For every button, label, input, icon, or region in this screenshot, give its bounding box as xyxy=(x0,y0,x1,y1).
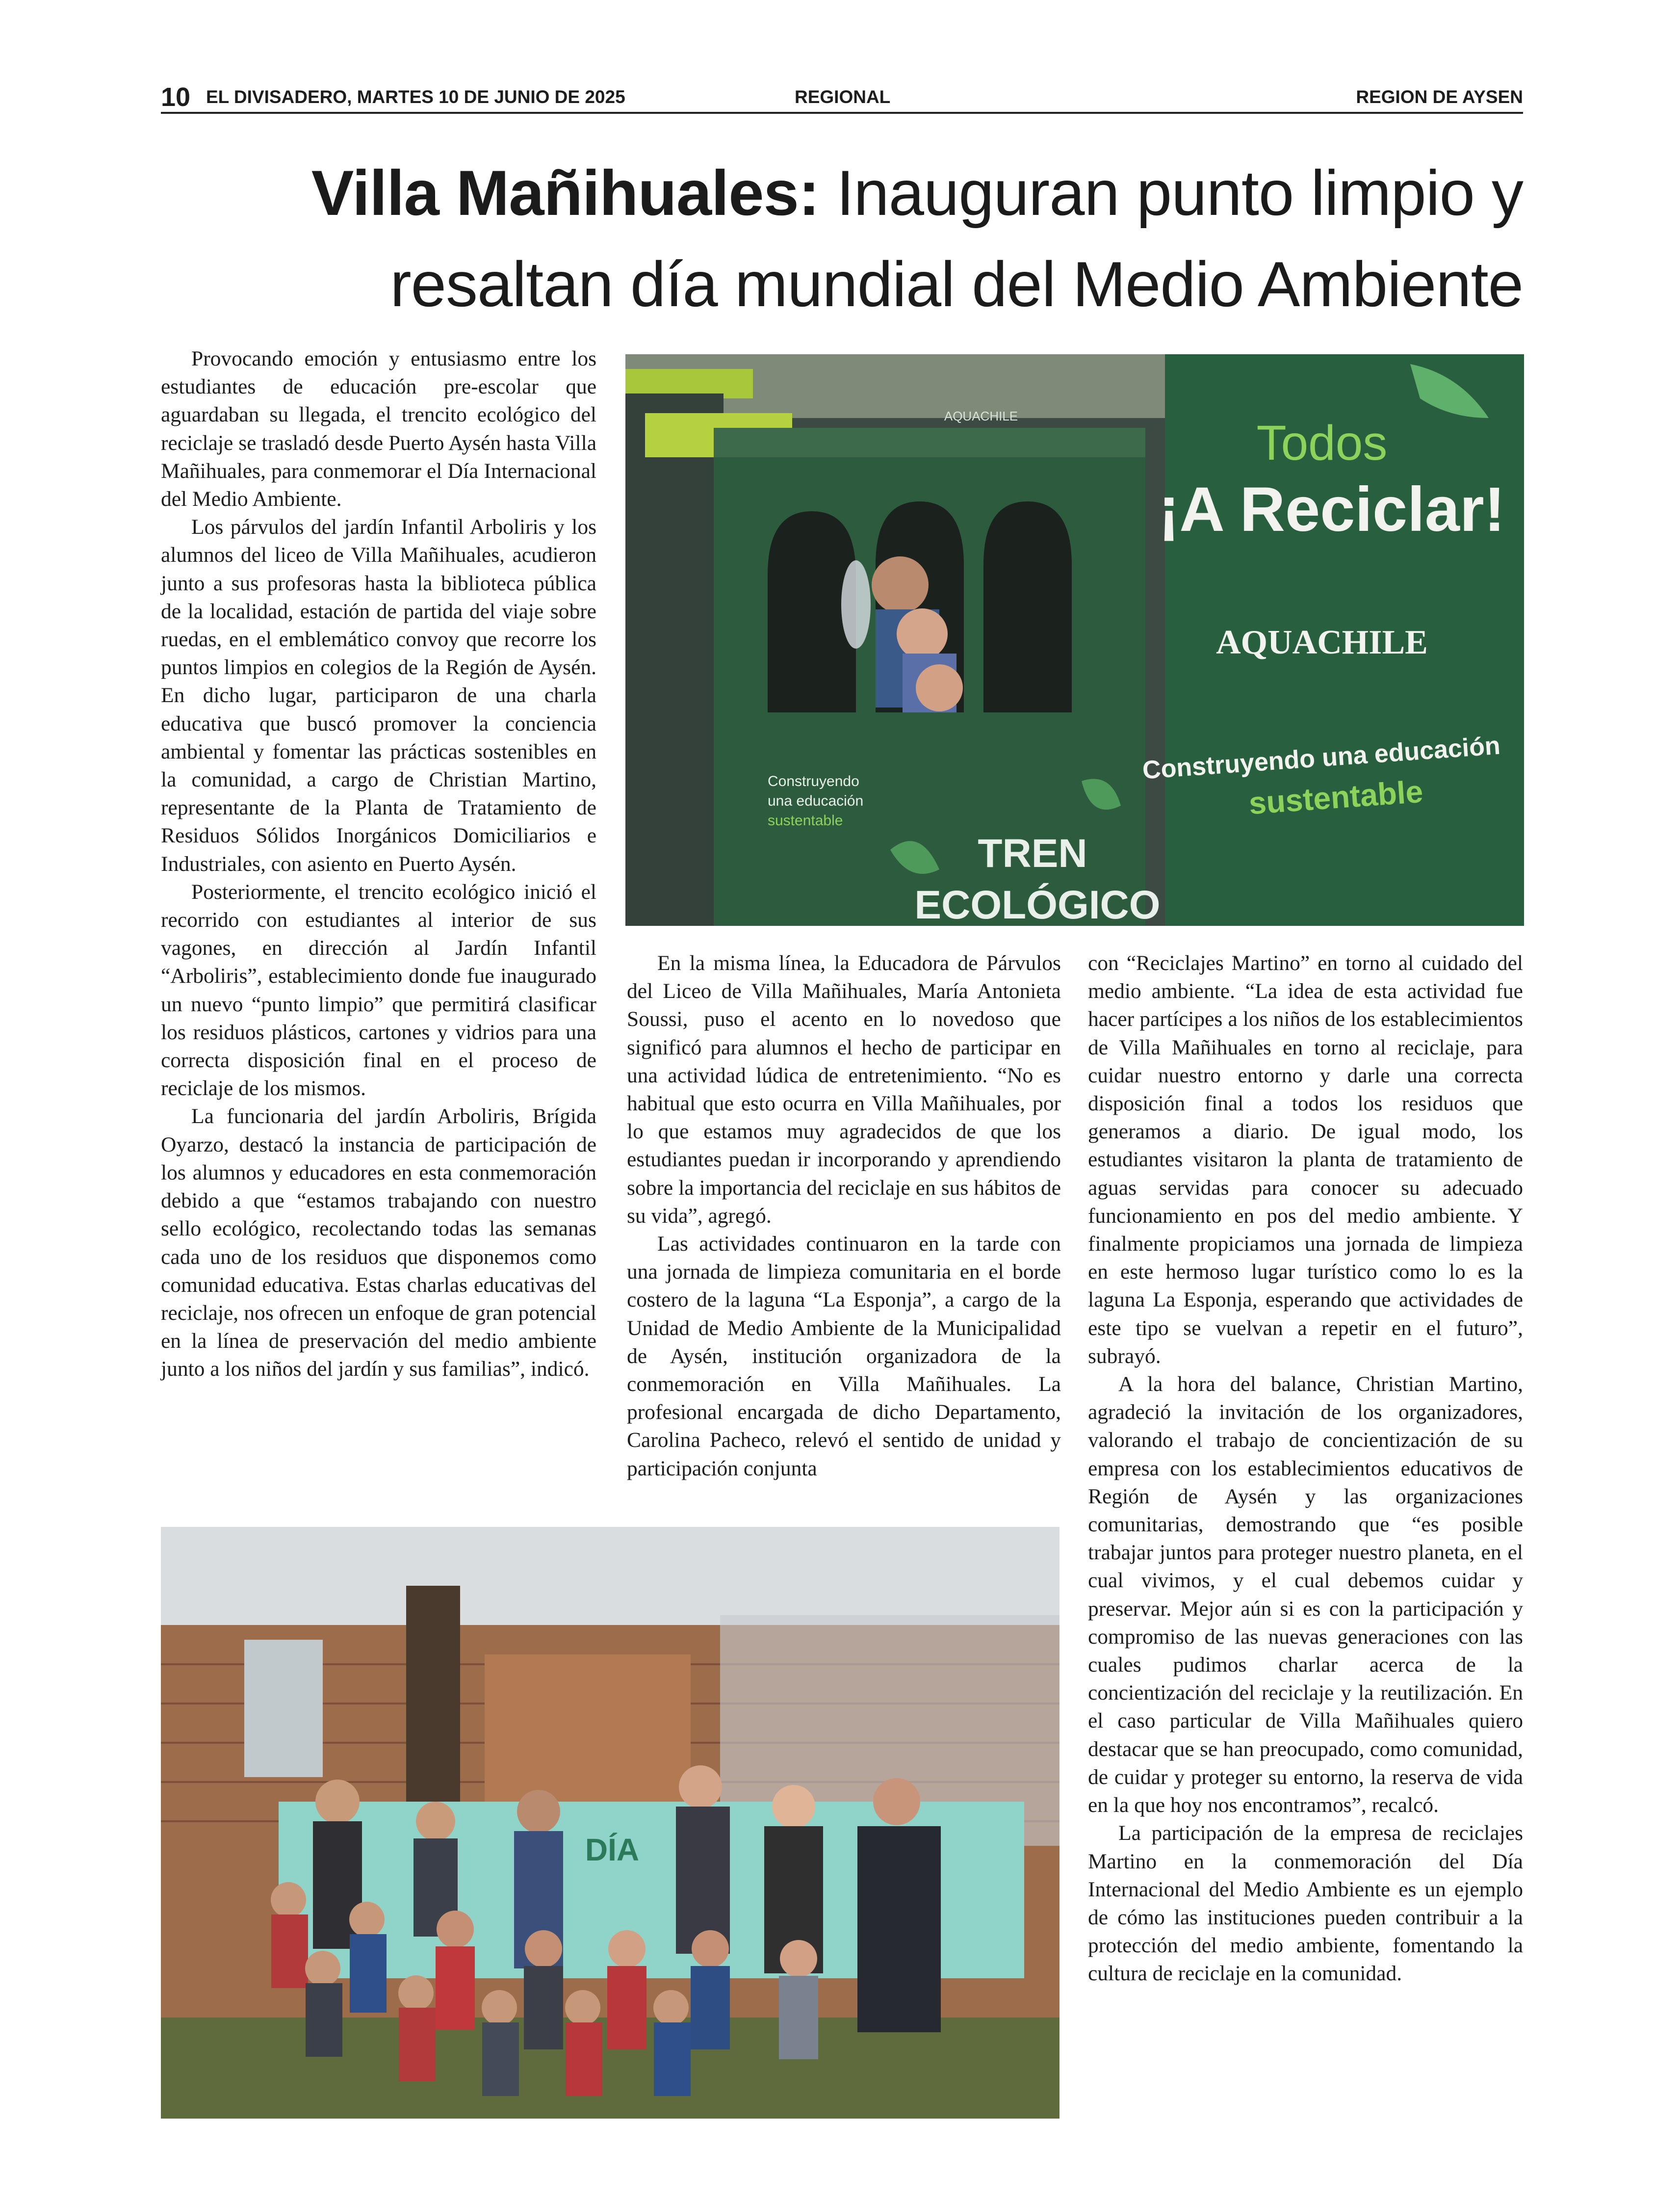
article-column-1 xyxy=(161,345,596,1384)
headline-rest: Inauguran punto limpio y resaltan día mundial del Medio Ambiente xyxy=(390,157,1523,320)
page-number: 10 xyxy=(161,82,191,112)
paragraph: Los párvulos del jardín Infantil Arboliris y los alumnos del liceo de Villa Mañihuales, acudieron junto a sus profesoras hasta la biblioteca pública de la localidad, estación de partida del viaje sobre ruedas, en el emblemático convoy que recorre los puntos limpios en colegios de la Región de Aysén. En dicho lugar, participaron de una charla educativa que buscó promover la conciencia ambiental y fomentar las prácticas sostenibles en la comunidad, a cargo de Christian Martino, representante de la Planta de Tratamiento de Residuos Sólidos Inorgánicos Domiciliarios e Industriales, con asiento en Puerto Aysén. xyxy=(161,515,596,876)
banner-word: DÍA xyxy=(585,1832,640,1867)
region-label: REGION DE AYSEN xyxy=(1356,87,1523,107)
paragraph: Posteriormente, el trencito ecológico inició el recorrido con estudiantes al interior de sus vagones, en dirección al Jardín Infantil “Arboliris”, establecimiento donde fue inaugurado un nuevo “punto limpio” que permitirá clasificar los residuos plásticos, cartones y vidrios para una correcta disposición final en el proceso de reciclaje de los mismos. xyxy=(161,880,596,1101)
group-photo-illustration xyxy=(161,1527,1060,2119)
side-slogan-1: Construyendo xyxy=(768,773,859,789)
paragraph: En la misma línea, la Educadora de Párvulos del Liceo de Villa Mañihuales, María Antonieta Soussi, puso el acento en lo novedoso que significó para alumnos el hecho de participar en una actividad lúdica de entretenimiento. “No es habitual que esto ocurra en Villa Mañihuales, por lo que estamos muy agradecidos de que los estudiantes puedan ir incorporando y aprendiendo sobre la importancia del reciclaje en sus hábitos de su vida”, agregó. xyxy=(627,951,1061,1228)
group-photo xyxy=(161,1527,1060,2119)
headline-lead: Villa Mañihuales: xyxy=(311,157,820,229)
paragraph: con “Reciclajes Martino” en torno al cuidado del medio ambiente. “La idea de esta actividad fue hacer partícipes a los niños de los establecimientos de Villa Mañihuales en torno al reciclaje, para cuidar nuestro entorno y darle una correcta disposición final a todos los residuos que generamos a diario. De igual modo, los estudiantes visitaron la planta de tratamiento de aguas servidas para conocer su adecuado funcionamiento en pos del medio ambiente. Y finalmente propiciamos una jornada de limpieza en este hermoso lugar turístico como lo es la laguna La Esponja, esperando que actividades de este tipo se vuelvan a repetir en el futuro”, subrayó. xyxy=(1088,951,1523,1368)
paragraph: La funcionaria del jardín Arboliris, Brígida Oyarzo, destacó la instancia de participación de los alumnos y educadores en esta conmemoración debido a que “estamos trabajando con nuestro sello ecológico, recolectando todas las semanas cada uno de los residuos que disponemos como comunidad educativa. Estas charlas educativas del reciclaje, nos ofrecen un enfoque de gran potencial en la línea de preservación del medio ambiente junto a los niños del jardín y sus familias”, indicó. xyxy=(161,1104,596,1381)
sign-brand: AQUACHILE xyxy=(1216,624,1428,661)
ecologico-label: ECOLÓGICO xyxy=(914,883,1161,926)
train-brand-small: AQUACHILE xyxy=(944,409,1018,423)
paragraph: La participación de la empresa de reciclajes Martino en la conmemoración del Día Internacional del Medio Ambiente es un ejemplo de cómo las instituciones pueden contribuir a la protección del medio ambiente, fomentando la cultura de reciclaje en la comunidad. xyxy=(1088,1821,1523,1986)
side-slogan-3: sustentable xyxy=(768,813,843,829)
article-column-3 xyxy=(1088,949,1523,1988)
article-column-2 xyxy=(627,949,1061,1483)
headline xyxy=(159,147,1523,330)
side-slogan-2: una educación xyxy=(768,793,864,809)
sign-todos: Todos xyxy=(1256,416,1388,471)
paragraph: A la hora del balance, Christian Martino, agradeció la invitación de los organizadores, valorando el trabajo de concientización de su empresa con los establecimientos educativos de Región de Aysén y las organizaciones comunitarias, demostrando que “es posible trabajar juntos para proteger nuestro planeta, en el cual vivimos, y el cual debemos cuidar y preservar. Mejor aún si es con la participación y compromiso de las nuevas generaciones con las cuales pudimos charlar acerca de la concientización del reciclaje y la reutilización. En el caso particular de Villa Mañihuales quiero destacar que se han preocupado, como comunidad, de cuidar y proteger su entorno, la reserva de vida en la que hoy nos encontramos”, recalcó. xyxy=(1088,1372,1523,1817)
paragraph: Las actividades continuaron en la tarde con una jornada de limpieza comunitaria en el borde costero de la laguna “La Esponja”, a cargo de la Unidad de Medio Ambiente de la Municipalidad de Aysén, institución organizadora de la conmemoración en Villa Mañihuales. La profesional encargada de dicho Departamento, Carolina Pacheco, relevó el sentido de unidad y participación conjunta xyxy=(627,1232,1061,1480)
paragraph: Provocando emoción y entusiasmo entre los estudiantes de educación pre-escolar que aguardaban su llegada, el trencito ecológico del reciclaje se trasladó desde Puerto Aysén hasta Villa Mañihuales, para conmemorar el Día Internacional del Medio Ambiente. xyxy=(161,347,596,511)
sign-slogan-2: sustentable xyxy=(1247,773,1424,821)
header-rule xyxy=(161,112,1523,114)
train-photo xyxy=(625,354,1524,926)
section-label: REGIONAL xyxy=(795,87,891,107)
tren-label: TREN xyxy=(978,831,1087,876)
sign-slogan-1: Construyendo una educación xyxy=(1141,731,1501,785)
publication-date: EL DIVISADERO, MARTES 10 DE JUNIO DE 2025 xyxy=(206,87,625,107)
sign-reciclar: ¡A Reciclar! xyxy=(1158,474,1505,545)
train-photo-illustration xyxy=(625,354,1524,926)
